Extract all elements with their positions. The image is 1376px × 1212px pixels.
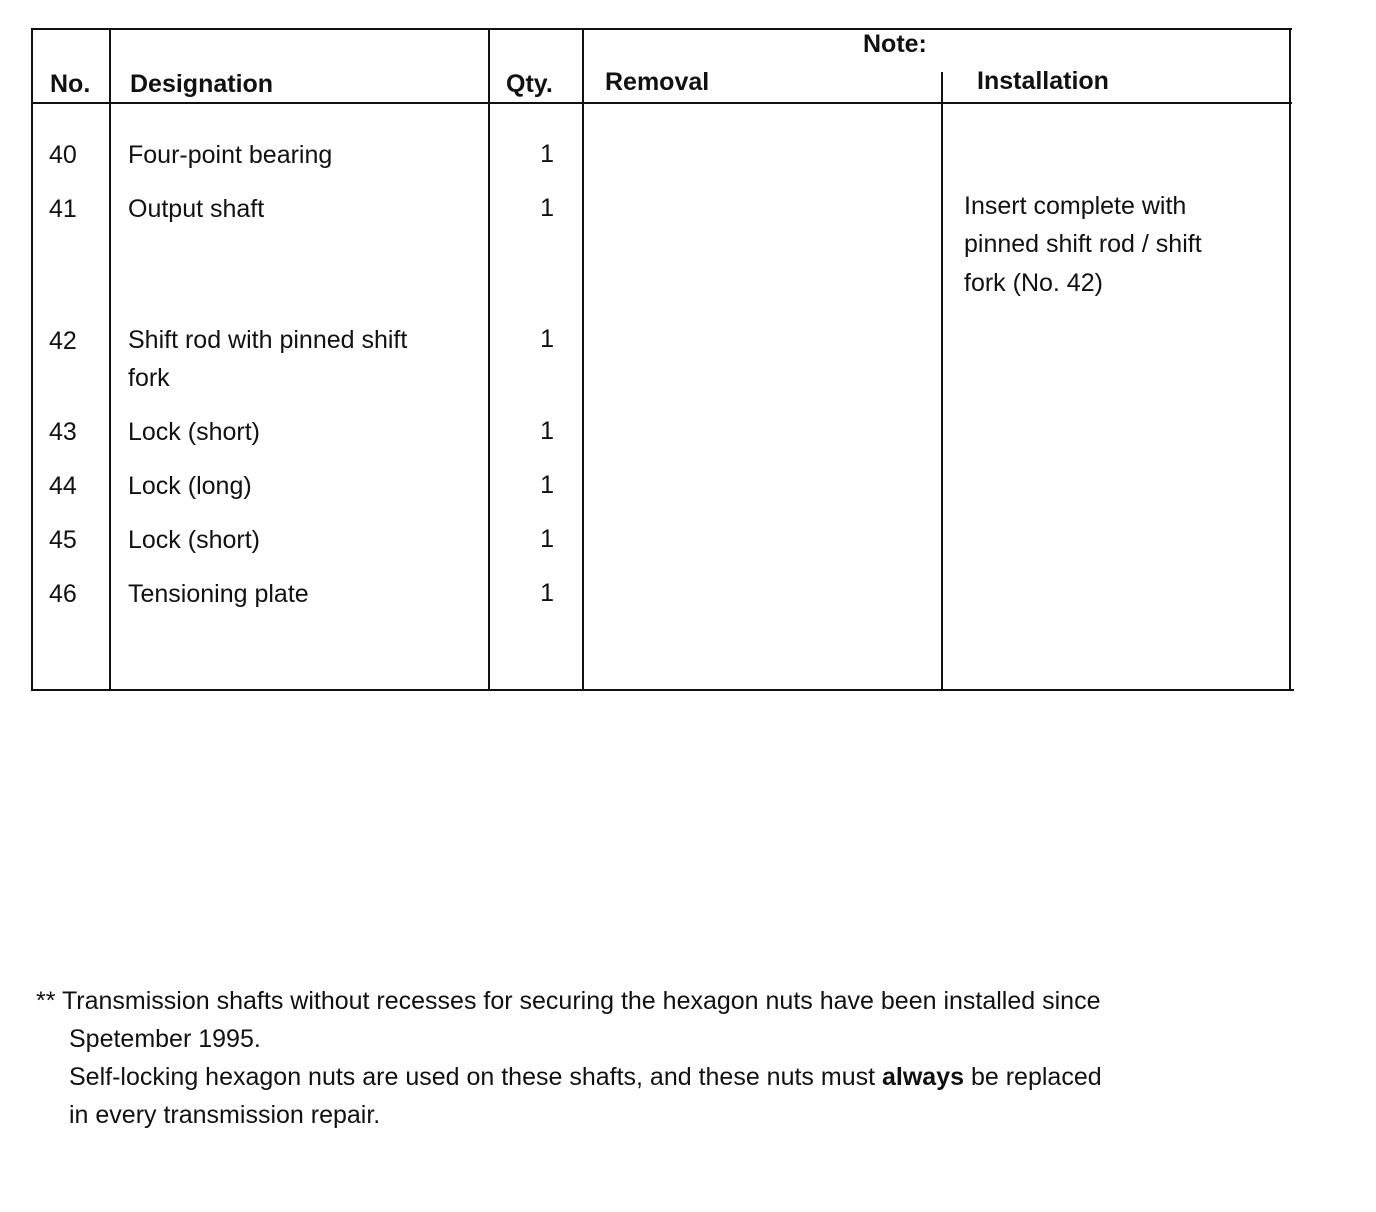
row-installation-note: Insert complete with xyxy=(964,192,1187,220)
row-no: 41 xyxy=(49,195,77,223)
row-qty: 1 xyxy=(540,194,554,222)
row-designation: fork xyxy=(128,364,170,392)
header-qty: Qty. xyxy=(506,70,553,98)
row-designation: Output shaft xyxy=(128,195,265,223)
header-removal: Removal xyxy=(605,68,710,96)
row-qty: 1 xyxy=(540,471,554,499)
row-designation: Tensioning plate xyxy=(128,580,309,608)
header-bottom-border xyxy=(32,102,1292,104)
row-qty: 1 xyxy=(540,325,554,353)
footnote-text: Self-locking hexagon nuts are used on these shafts, and these nuts must xyxy=(69,1063,883,1091)
footnote-line: Spetember 1995. xyxy=(69,1025,261,1053)
header-no: No. xyxy=(50,70,91,98)
header-designation: Designation xyxy=(130,70,274,98)
footnote-emphasis: always xyxy=(882,1063,965,1091)
footnote-line: in every transmission repair. xyxy=(69,1101,381,1129)
table-top-border xyxy=(32,28,1292,30)
row-no: 46 xyxy=(49,580,77,608)
row-no: 42 xyxy=(49,327,77,355)
row-no: 40 xyxy=(49,141,77,169)
row-no: 45 xyxy=(49,526,77,554)
row-designation: Lock (long) xyxy=(128,472,252,500)
col-divider-no xyxy=(109,28,111,691)
table-left-border xyxy=(31,28,33,691)
row-qty: 1 xyxy=(540,140,554,168)
table-bottom-border xyxy=(32,689,1294,691)
footnote-line: ** Transmission shafts without recesses for securing the hexagon nuts have been installed since xyxy=(36,987,1101,1015)
col-divider-qty xyxy=(582,28,584,691)
footnote-line xyxy=(36,1058,1286,1096)
row-installation-note: pinned shift rod / shift xyxy=(964,230,1202,258)
row-installation-note: fork (No. 42) xyxy=(964,269,1103,297)
col-divider-removal xyxy=(941,72,943,689)
footnote xyxy=(36,982,1286,1134)
row-no: 43 xyxy=(49,418,77,446)
footnote-text: be replaced xyxy=(964,1063,1102,1091)
row-no: 44 xyxy=(49,472,77,500)
row-qty: 1 xyxy=(540,525,554,553)
header-installation: Installation xyxy=(977,67,1109,95)
col-divider-designation xyxy=(488,28,490,691)
row-designation: Lock (short) xyxy=(128,418,260,446)
row-qty: 1 xyxy=(540,579,554,607)
row-designation: Four-point bearing xyxy=(128,141,333,169)
row-qty: 1 xyxy=(540,417,554,445)
row-designation: Lock (short) xyxy=(128,526,260,554)
row-designation: Shift rod with pinned shift xyxy=(128,326,408,354)
table-right-border xyxy=(1289,28,1291,689)
header-note: Note: xyxy=(863,30,927,58)
